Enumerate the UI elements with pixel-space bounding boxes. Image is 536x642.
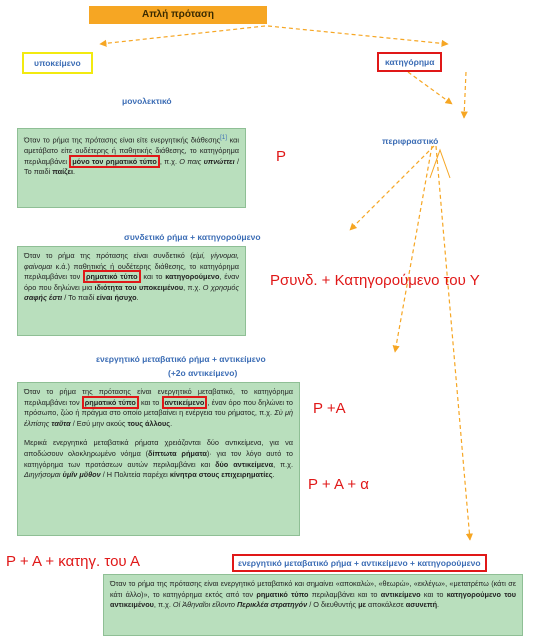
b1-text2: και αμετάβατο είτε ουδέτερης ή παθητικής διάθεσης, το κατηγόρημα περιλαμβάνει	[24, 135, 239, 166]
arrow-title-predicate	[268, 26, 448, 44]
b3-highlight: ρηματικό τύπο	[82, 396, 139, 409]
b1-example2-bold: παίζει	[52, 167, 73, 177]
b3-p2-bold1: δίπτωτα ρήματα	[148, 448, 207, 458]
b4-bold3: κατηγορούμενο του αντικειμένου	[110, 589, 516, 610]
b3-text5: .	[170, 418, 173, 428]
b4-text1: Όταν το ρήμα της πρότασης είναι ενεργητικό μεταβατικό και σημαίνει «αποκαλώ», «θεωρώ», «εκλέγω», «μετατρέπω (κάτι σε κάτι άλλο)», το κατηγόρημα εκτός από τον	[110, 579, 516, 599]
b2-example1-bold: σαφής ἐστι	[24, 293, 63, 303]
b1-text4: / Το παιδί	[24, 156, 239, 177]
arrow-fan-small	[430, 150, 450, 178]
annotation-5: Ρ + Α + κατηγ. του Α	[6, 553, 140, 570]
node-periphrastic: περιφραστικό	[382, 136, 439, 146]
b2-highlight2: κατηγορούμενο	[165, 272, 220, 282]
b4-text3: και το	[420, 589, 447, 599]
b1-highlight: μόνο τον ρηματικό τύπο	[69, 155, 160, 168]
b1-example1-bold: υπνώττει	[203, 156, 235, 166]
b3-example1: Σὺ μὴ ἐλπίσης	[24, 408, 294, 428]
b4-bold2: αντικείμενο	[380, 589, 421, 599]
box-monolectic	[17, 128, 246, 208]
arrow-periphrastic-transitive2	[436, 146, 470, 540]
b3-p2-bold2: δύο αντικείμενα	[215, 459, 274, 469]
box-transitive-predicate	[103, 574, 523, 636]
arrow-title-subject	[100, 26, 265, 44]
b1-text1: Όταν το ρήμα της πρότασης είναι είτε ενεργητικής διάθεσης	[24, 135, 221, 145]
annotation-2: Ρσυνδ. + Κατηγορούμενο του Υ	[270, 272, 480, 289]
b3-p2-text4: / Η Πολιτεία παρέχει	[100, 470, 170, 480]
b4-text7: .	[437, 600, 440, 610]
box-copular	[17, 246, 246, 336]
b3-example1-bold: ταῦτα	[51, 418, 71, 428]
b4-example2a: με	[358, 600, 367, 610]
b2-bold1: ιδιότητα του υποκειμένου	[94, 282, 184, 292]
b3-p2-text3: , π.χ.	[273, 459, 294, 469]
node-monolectic: μονολεκτικό	[122, 96, 172, 106]
node-predicate: κατηγόρημα	[377, 52, 442, 72]
b4-example1-bold: Περικλέα στρατηγόν	[237, 600, 308, 610]
node-transitive: ενεργητικό μεταβατικό ρήμα + αντικείμενο	[96, 354, 266, 364]
b1-example1: Ο παις	[179, 156, 204, 166]
b1-text5: .	[72, 167, 76, 177]
b2-example1: Ο χρησμός	[202, 282, 239, 292]
b3-text4: / Εσύ μην ακούς	[70, 418, 128, 428]
title-box: Απλή πρόταση	[89, 6, 267, 24]
b3-text2: και το	[138, 397, 162, 407]
b3-p2-text5: .	[272, 470, 275, 480]
annotation-1: Ρ	[276, 148, 287, 165]
box-transitive	[17, 382, 300, 536]
node-transitive-sub: (+2ο αντικείμενο)	[168, 368, 238, 378]
b2-highlight: ρηματικό τύπο	[83, 270, 141, 283]
b3-p2-text1: Μερικά ενεργητικά μεταβατικά ρήματα χρειάζονται δύο αντικείμενα, για να αποδώσουν ολοκληρωμένο νόημα (	[24, 438, 293, 458]
arrow-periphrastic-copular	[350, 146, 434, 230]
b3-p2-example-bold: ὑμῖν μῦθον	[62, 470, 101, 480]
arrow-predicate-monolectic	[408, 72, 452, 104]
b3-p2-bold3: κίνητρα στους επιχειρηματίες	[169, 470, 273, 480]
b2-text3: και το	[140, 272, 166, 282]
node-transitive-predicate: ενεργητικό μεταβατικό ρήμα + αντικείμενο + κατηγορούμενο	[232, 554, 487, 572]
b4-text5: / Ο διευθυντής	[307, 600, 359, 610]
b3-example2-bold: τους άλλους	[127, 418, 171, 428]
b2-italic1: είμί, γίγνομαι, φαίνομαι	[24, 251, 239, 271]
footnote-ref[interactable]: [1]	[220, 134, 227, 141]
b4-text6: αποκάλεσε	[366, 600, 406, 610]
arrow-periphrastic-transitive	[395, 146, 432, 352]
node-copular: συνδετικό ρήμα + κατηγορούμενο	[124, 232, 261, 242]
annotation-4: Ρ + Α + α	[308, 476, 369, 493]
node-subject: υποκείμενο	[22, 52, 93, 74]
b3-p2-italic1: Διηγήσομαι	[24, 470, 63, 480]
arrow-predicate-periphrastic	[464, 72, 466, 118]
b4-text4: , π.χ.	[153, 600, 173, 610]
b3-highlight2: αντικείμενο	[162, 396, 208, 409]
b2-example2-bold: είναι ήσυχο	[96, 293, 137, 303]
b3-p2-text2: )· για τον λόγο αυτό το κατηγόρημα των προτάσεων αυτών περιλαμβάνει και	[24, 448, 293, 469]
b4-text2: περιλαμβάνει και το	[308, 589, 381, 599]
b2-text4: , έναν όρο που δηλώνει μια	[24, 272, 239, 292]
b3-text1: Όταν το ρήμα της πρότασης είναι ενεργητικό μεταβατικό, το κατηγόρημα περιλαμβάνει τον	[24, 387, 293, 407]
b2-text7: .	[136, 293, 139, 303]
b4-example2-bold: ασυνεπή	[405, 600, 438, 610]
b3-text3: , έναν όρο που δηλώνει το πρόσωπο, ζώο ή πράγμα στο οποίο μεταβαίνει η ενέργεια του ρήματος, π.χ.	[24, 397, 293, 418]
b1-text3: , π.χ.	[159, 156, 180, 166]
b2-text5: , π.χ.	[183, 282, 203, 292]
b2-text6: / Το παιδί	[62, 293, 97, 303]
b4-bold1: ρηματικό τύπο	[256, 589, 309, 599]
b2-text1: Όταν το ρήμα της πρότασης είναι συνδετικό (	[24, 251, 193, 260]
annotation-3: Ρ +Α	[313, 400, 346, 417]
b4-example1: Οἱ Ἀθηναῖοι εἵλοντο	[172, 600, 237, 610]
b2-text2: κ.ά.) παθητικής ή ουδέτερης διάθεσης, το κατηγόρημα περιλαμβάνει τον	[24, 261, 239, 282]
